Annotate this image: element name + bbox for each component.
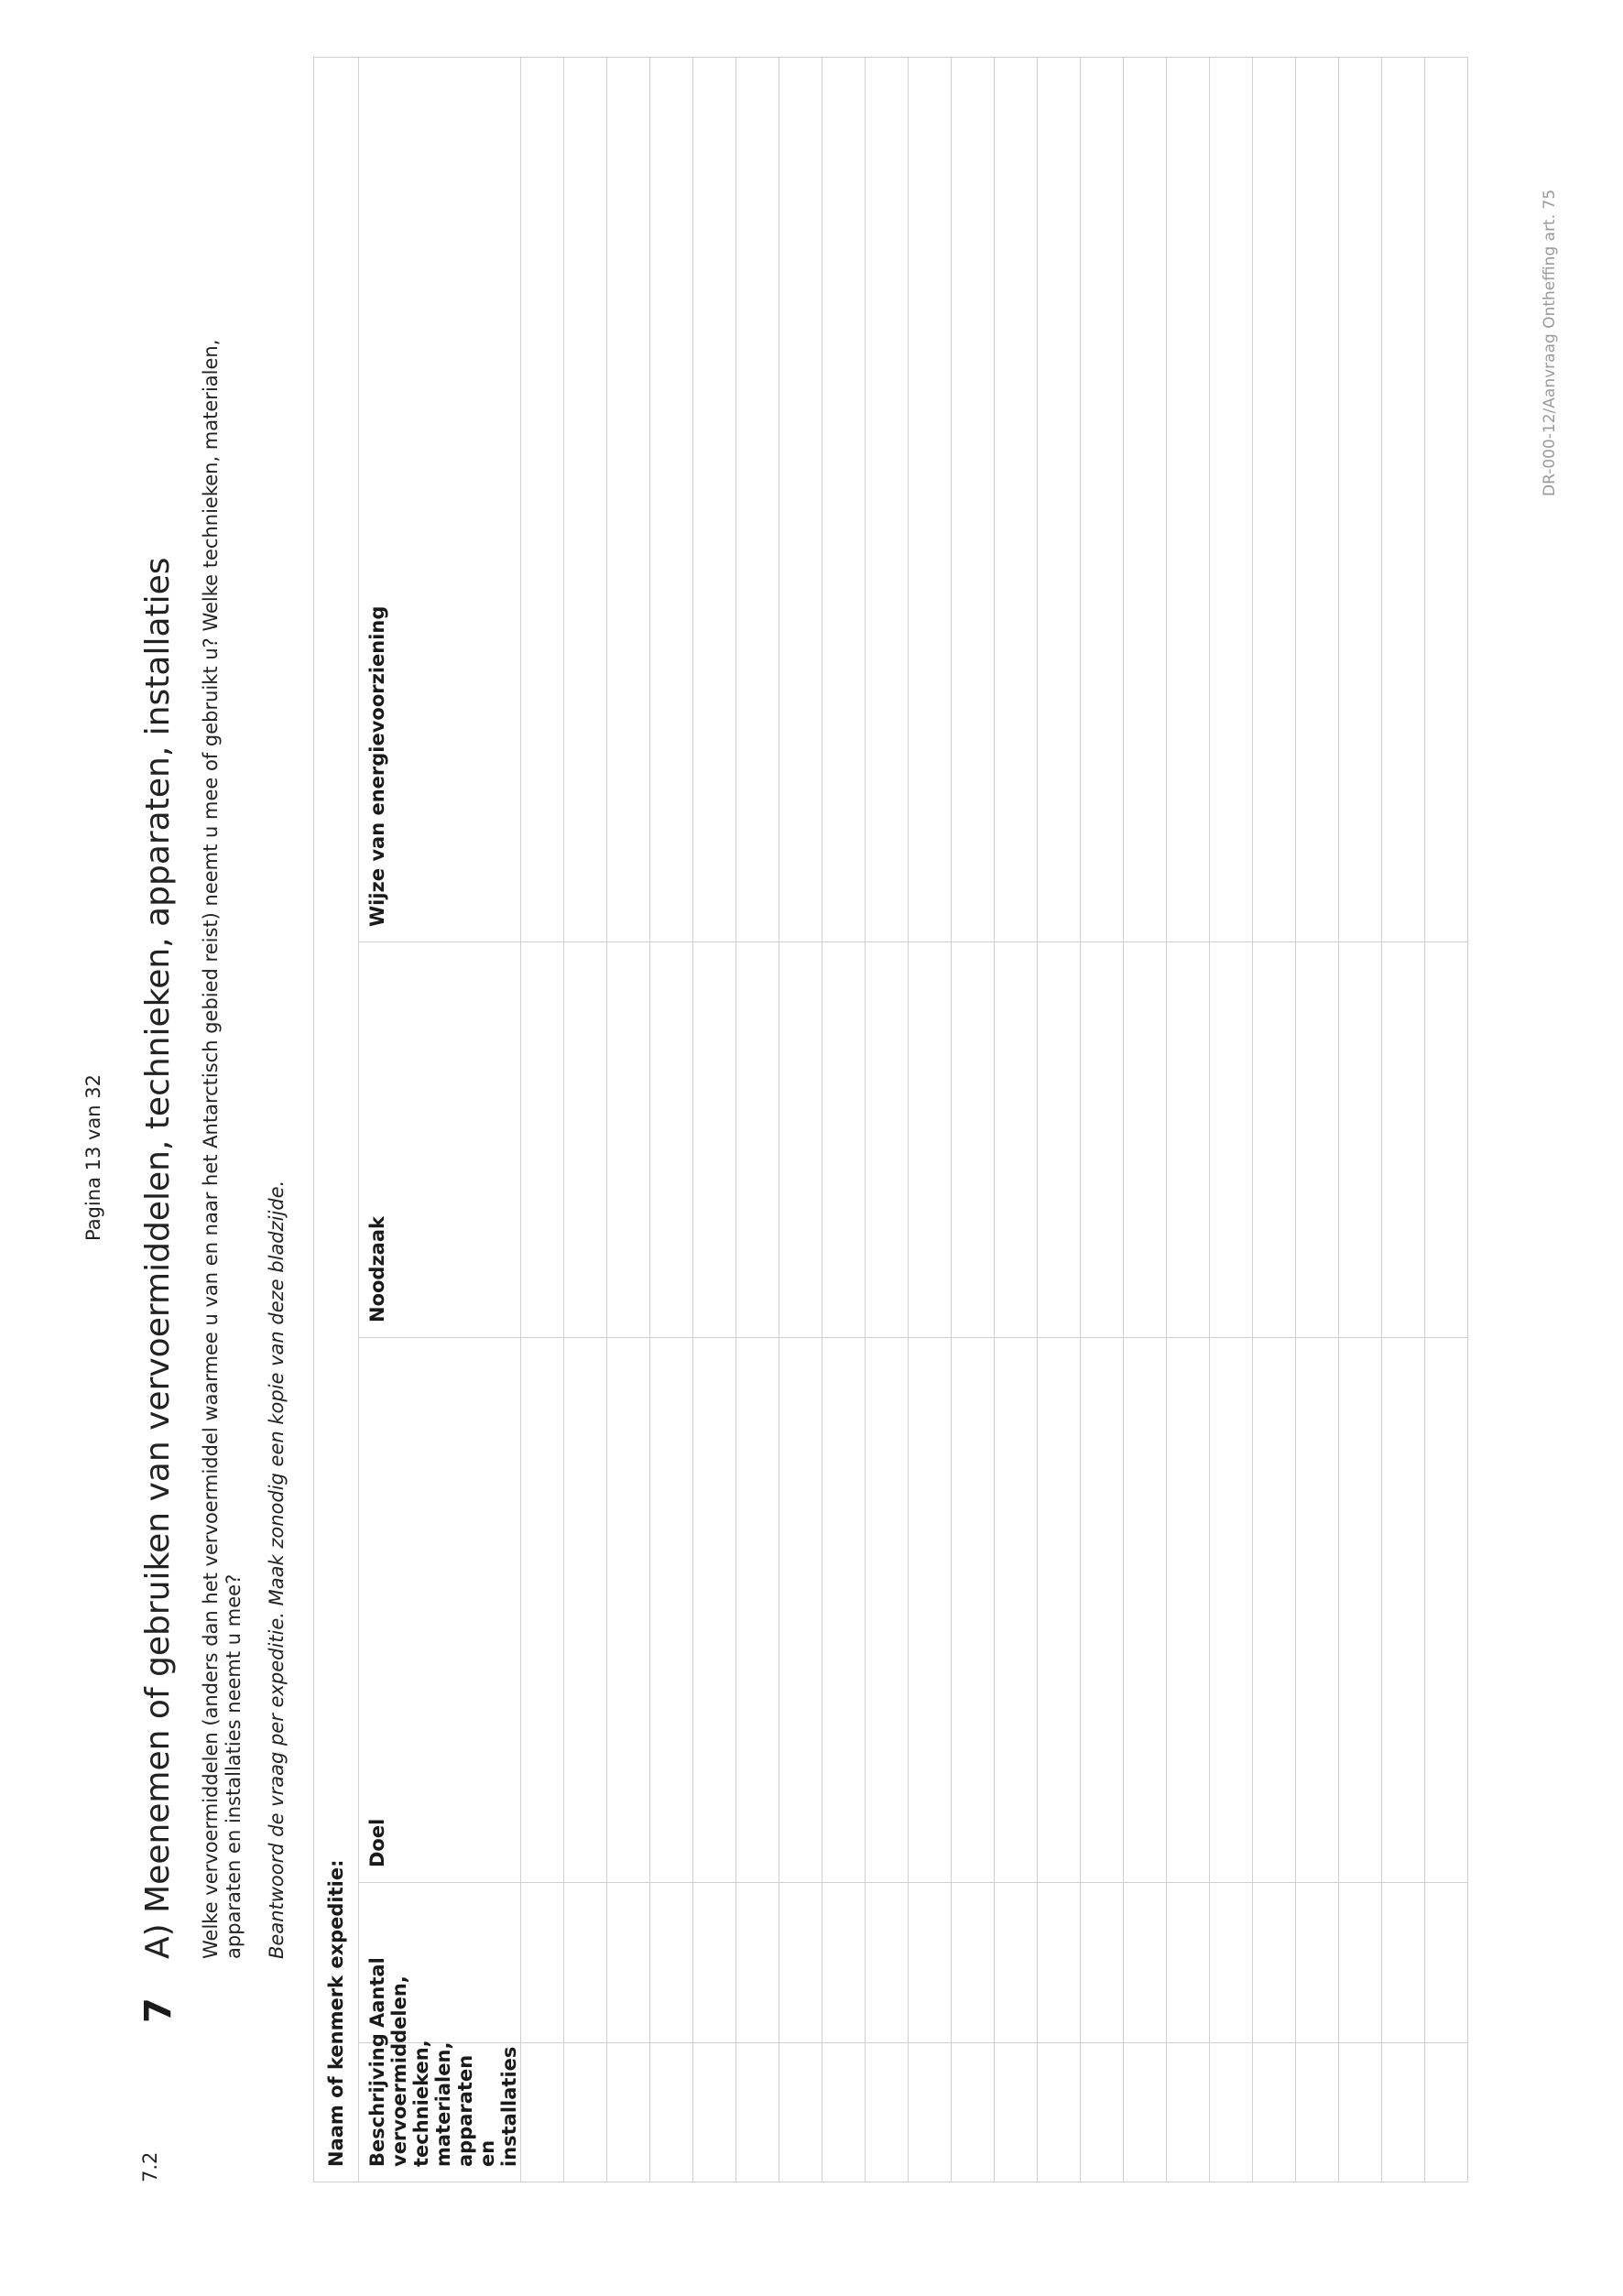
table-row	[1167, 57, 1210, 2182]
necessity-cell[interactable]	[779, 942, 822, 1338]
energy-supply-cell[interactable]	[521, 57, 564, 941]
quantity-cell[interactable]	[1253, 1883, 1296, 2043]
necessity-cell[interactable]	[1339, 942, 1382, 1338]
table-row	[1081, 57, 1124, 2182]
description-cell[interactable]	[521, 2043, 564, 2182]
header-energy-supply: Wijze van energievoorziening	[359, 57, 521, 941]
quantity-cell[interactable]	[564, 1883, 607, 2043]
description-cell[interactable]	[736, 2043, 779, 2182]
purpose-cell[interactable]	[607, 1338, 650, 1883]
table-row	[1382, 57, 1425, 2182]
description-cell[interactable]	[1425, 2043, 1468, 2182]
instruction-text: Beantwoord de vraag per expeditie. Maak zonodig een kopie van deze bladzijde.	[266, 1180, 288, 1959]
table-row	[650, 57, 693, 2182]
quantity-cell[interactable]	[693, 1883, 736, 2043]
description-cell[interactable]	[1339, 2043, 1382, 2182]
purpose-cell[interactable]	[1081, 1338, 1124, 1883]
table-row	[607, 57, 650, 2182]
necessity-cell[interactable]	[1167, 942, 1210, 1338]
description-cell[interactable]	[952, 2043, 995, 2182]
quantity-cell[interactable]	[866, 1883, 909, 2043]
description-cell[interactable]	[1210, 2043, 1253, 2182]
necessity-cell[interactable]	[1210, 942, 1253, 1338]
quantity-cell[interactable]	[1425, 1883, 1468, 2043]
description-cell[interactable]	[909, 2043, 952, 2182]
section-number: 7.2	[139, 2151, 161, 2182]
energy-supply-cell[interactable]	[1167, 57, 1210, 941]
purpose-cell[interactable]	[1167, 1338, 1210, 1883]
description-cell[interactable]	[1038, 2043, 1081, 2182]
table-row	[564, 57, 607, 2182]
energy-supply-cell[interactable]	[1038, 57, 1081, 941]
purpose-cell[interactable]	[1382, 1338, 1425, 1883]
purpose-cell[interactable]	[650, 1338, 693, 1883]
description-cell[interactable]	[779, 2043, 822, 2182]
quantity-cell[interactable]	[1382, 1883, 1425, 2043]
energy-supply-cell[interactable]	[952, 57, 995, 941]
energy-supply-cell[interactable]	[779, 57, 822, 941]
quantity-cell[interactable]	[909, 1883, 952, 2043]
table-header-row	[359, 57, 521, 2182]
table-row	[736, 57, 779, 2182]
question-line: Welke vervoermiddelen (anders dan het vervoermiddel waarmee u van en naar het Antarctisch gebied reist) neemt u mee of gebruikt u? Welke technieken, materialen,	[200, 339, 222, 1959]
necessity-cell[interactable]	[1382, 942, 1425, 1338]
necessity-cell[interactable]	[822, 942, 866, 1338]
question-text	[200, 54, 245, 1959]
table-row	[995, 57, 1038, 2182]
description-cell[interactable]	[866, 2043, 909, 2182]
energy-supply-cell[interactable]	[693, 57, 736, 941]
table-row	[1425, 57, 1468, 2182]
necessity-cell[interactable]	[1124, 942, 1167, 1338]
necessity-cell[interactable]	[521, 942, 564, 1338]
energy-supply-cell[interactable]	[1253, 57, 1296, 941]
purpose-cell[interactable]	[1210, 1338, 1253, 1883]
purpose-cell[interactable]	[564, 1338, 607, 1883]
header-description: Beschrijving vervoermiddelen, technieken, materialen, apparaten en installaties	[359, 2043, 521, 2182]
necessity-cell[interactable]	[1253, 942, 1296, 1338]
purpose-cell[interactable]	[1124, 1338, 1167, 1883]
quantity-cell[interactable]	[1124, 1883, 1167, 2043]
energy-supply-cell[interactable]	[822, 57, 866, 941]
necessity-cell[interactable]	[650, 942, 693, 1338]
purpose-cell[interactable]	[909, 1338, 952, 1883]
purpose-cell[interactable]	[1253, 1338, 1296, 1883]
question-line: apparaten en installaties neemt u mee?	[223, 1573, 245, 1959]
necessity-cell[interactable]	[607, 942, 650, 1338]
quantity-cell[interactable]	[736, 1883, 779, 2043]
quantity-cell[interactable]	[1038, 1883, 1081, 2043]
necessity-cell[interactable]	[952, 942, 995, 1338]
table-row	[693, 57, 736, 2182]
quantity-cell[interactable]	[995, 1883, 1038, 2043]
description-cell[interactable]	[607, 2043, 650, 2182]
table-row	[866, 57, 909, 2182]
table-row	[779, 57, 822, 2182]
description-cell[interactable]	[822, 2043, 866, 2182]
heading-number: 7	[137, 1997, 180, 2023]
description-cell[interactable]	[1081, 2043, 1124, 2182]
necessity-cell[interactable]	[564, 942, 607, 1338]
description-cell[interactable]	[995, 2043, 1038, 2182]
energy-supply-cell[interactable]	[1124, 57, 1167, 941]
page-number: Pagina 13 van 32	[82, 1073, 104, 1241]
table-row	[1124, 57, 1167, 2182]
energy-supply-cell[interactable]	[1210, 57, 1253, 941]
quantity-cell[interactable]	[1210, 1883, 1253, 2043]
document-code: DR-000-12/Aanvraag Ontheffing art. 75	[1541, 189, 1559, 496]
table-row	[822, 57, 866, 2182]
energy-supply-cell[interactable]	[1296, 57, 1339, 941]
quantity-cell[interactable]	[952, 1883, 995, 2043]
purpose-cell[interactable]	[693, 1338, 736, 1883]
description-cell[interactable]	[650, 2043, 693, 2182]
energy-supply-cell[interactable]	[736, 57, 779, 941]
description-cell[interactable]	[693, 2043, 736, 2182]
necessity-cell[interactable]	[1081, 942, 1124, 1338]
energy-supply-cell[interactable]	[1382, 57, 1425, 941]
table-row	[1296, 57, 1339, 2182]
description-cell[interactable]	[1382, 2043, 1425, 2182]
table-row	[521, 57, 564, 2182]
purpose-cell[interactable]	[952, 1338, 995, 1883]
quantity-cell[interactable]	[607, 1883, 650, 2043]
purpose-cell[interactable]	[779, 1338, 822, 1883]
equipment-table	[313, 57, 1468, 2182]
description-cell[interactable]	[1296, 2043, 1339, 2182]
section-heading: A) Meenemen of gebruiken van vervoermiddelen, technieken, apparaten, installaties	[139, 557, 177, 1959]
necessity-cell[interactable]	[693, 942, 736, 1338]
quantity-cell[interactable]	[650, 1883, 693, 2043]
necessity-cell[interactable]	[995, 942, 1038, 1338]
quantity-cell[interactable]	[1081, 1883, 1124, 2043]
purpose-cell[interactable]	[866, 1338, 909, 1883]
purpose-cell[interactable]	[1425, 1338, 1468, 1883]
quantity-cell[interactable]	[521, 1883, 564, 2043]
necessity-cell[interactable]	[1296, 942, 1339, 1338]
energy-supply-cell[interactable]	[564, 57, 607, 941]
expedition-name-field[interactable]	[314, 57, 359, 2182]
purpose-cell[interactable]	[995, 1338, 1038, 1883]
table-row	[1210, 57, 1253, 2182]
description-cell[interactable]	[1124, 2043, 1167, 2182]
purpose-cell[interactable]	[736, 1338, 779, 1883]
energy-supply-cell[interactable]	[650, 57, 693, 941]
necessity-cell[interactable]	[866, 942, 909, 1338]
description-cell[interactable]	[564, 2043, 607, 2182]
necessity-cell[interactable]	[1425, 942, 1468, 1338]
table-row	[1253, 57, 1296, 2182]
header-purpose: Doel	[359, 1338, 521, 1883]
purpose-cell[interactable]	[1038, 1338, 1081, 1883]
quantity-cell[interactable]	[1296, 1883, 1339, 2043]
expedition-name-row	[314, 57, 359, 2182]
energy-supply-cell[interactable]	[1339, 57, 1382, 941]
necessity-cell[interactable]	[736, 942, 779, 1338]
energy-supply-cell[interactable]	[1425, 57, 1468, 941]
quantity-cell[interactable]	[1339, 1883, 1382, 2043]
necessity-cell[interactable]	[909, 942, 952, 1338]
table-row	[909, 57, 952, 2182]
quantity-cell[interactable]	[822, 1883, 866, 2043]
necessity-cell[interactable]	[1038, 942, 1081, 1338]
purpose-cell[interactable]	[1296, 1338, 1339, 1883]
description-cell[interactable]	[1253, 2043, 1296, 2182]
purpose-cell[interactable]	[1339, 1338, 1382, 1883]
header-quantity: Aantal	[359, 1883, 521, 2043]
description-cell[interactable]	[1167, 2043, 1210, 2182]
table-row	[1038, 57, 1081, 2182]
energy-supply-cell[interactable]	[607, 57, 650, 941]
purpose-cell[interactable]	[822, 1338, 866, 1883]
table-row	[1339, 57, 1382, 2182]
table-row	[952, 57, 995, 2182]
quantity-cell[interactable]	[1167, 1883, 1210, 2043]
quantity-cell[interactable]	[779, 1883, 822, 2043]
header-necessity: Noodzaak	[359, 942, 521, 1338]
energy-supply-cell[interactable]	[1081, 57, 1124, 941]
purpose-cell[interactable]	[521, 1338, 564, 1883]
energy-supply-cell[interactable]	[995, 57, 1038, 941]
energy-supply-cell[interactable]	[909, 57, 952, 941]
energy-supply-cell[interactable]	[866, 57, 909, 941]
expedition-name-label: Naam of kenmerk expeditie:	[325, 1859, 347, 2167]
